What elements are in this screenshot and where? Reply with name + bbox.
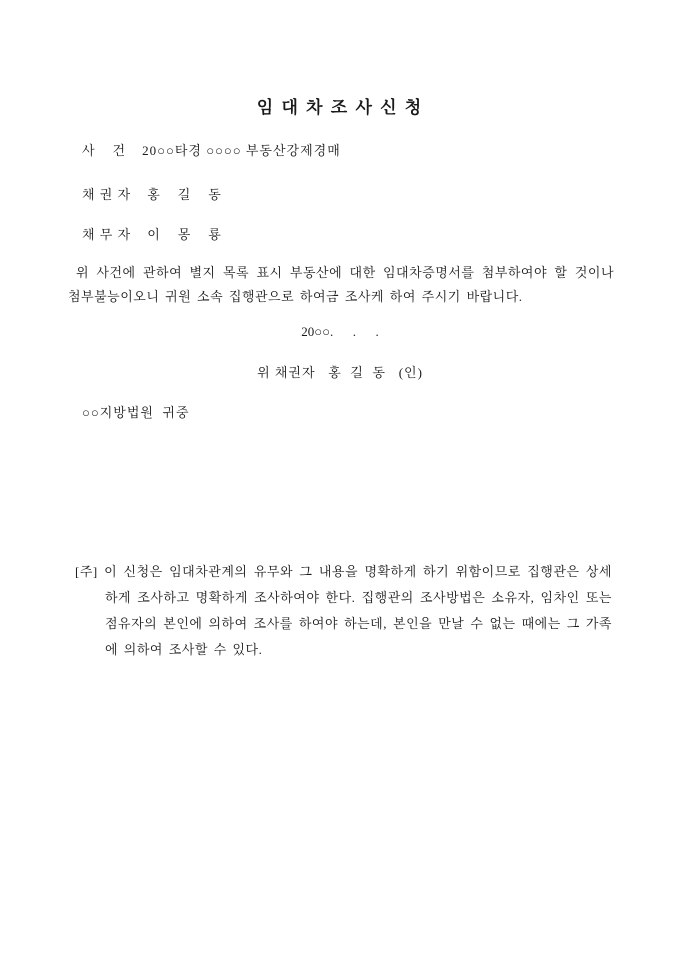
court-recipient-line: ○○지방법원 귀중 (82, 405, 190, 420)
debtor-row (82, 224, 222, 243)
document-title: 임 대 차 조 사 신 청 (256, 98, 424, 117)
footnote-marker: [주] (75, 564, 98, 579)
footnote (75, 559, 612, 663)
body-paragraph: 위 사건에 관하여 별지 목록 표시 부동산에 대한 임대차증명서를 첨부하여야 할 것이나 첨부불능이오니 귀원 소속 집행관으로 하여금 조사케 하여 주시기 바랍니다. (68, 265, 614, 304)
footnote-text: 이 신청은 임대차관계의 유무와 그 내용을 명확하게 하기 위함이므로 집행관은 상세하게 조사하고 명확하게 조사하여야 한다. 집행관의 조사방법은 소유자, 임차인 또는 점유자의 본인에 의하여 조사를 하여야 하는데, 본인을 만날 수 없는 때에는 그 가족에 의하여 조사할 수 있다. (104, 564, 612, 657)
case-number-value: 20○○타경 ○○○○ 부동산강제경매 (142, 143, 341, 158)
creditor-value: 홍 길 동 (147, 187, 222, 202)
debtor-label: 채 무 자 (82, 227, 132, 242)
debtor-value: 이 몽 룡 (147, 227, 222, 242)
creditor-row (82, 184, 222, 203)
creditor-label: 채 권 자 (82, 187, 132, 202)
case-number-label: 사 건 (82, 143, 127, 158)
signature-line: 위 채권자 홍 길 동 (인) (257, 365, 423, 380)
case-number-row (82, 140, 341, 159)
date-line: 20○○. . . (301, 324, 379, 339)
